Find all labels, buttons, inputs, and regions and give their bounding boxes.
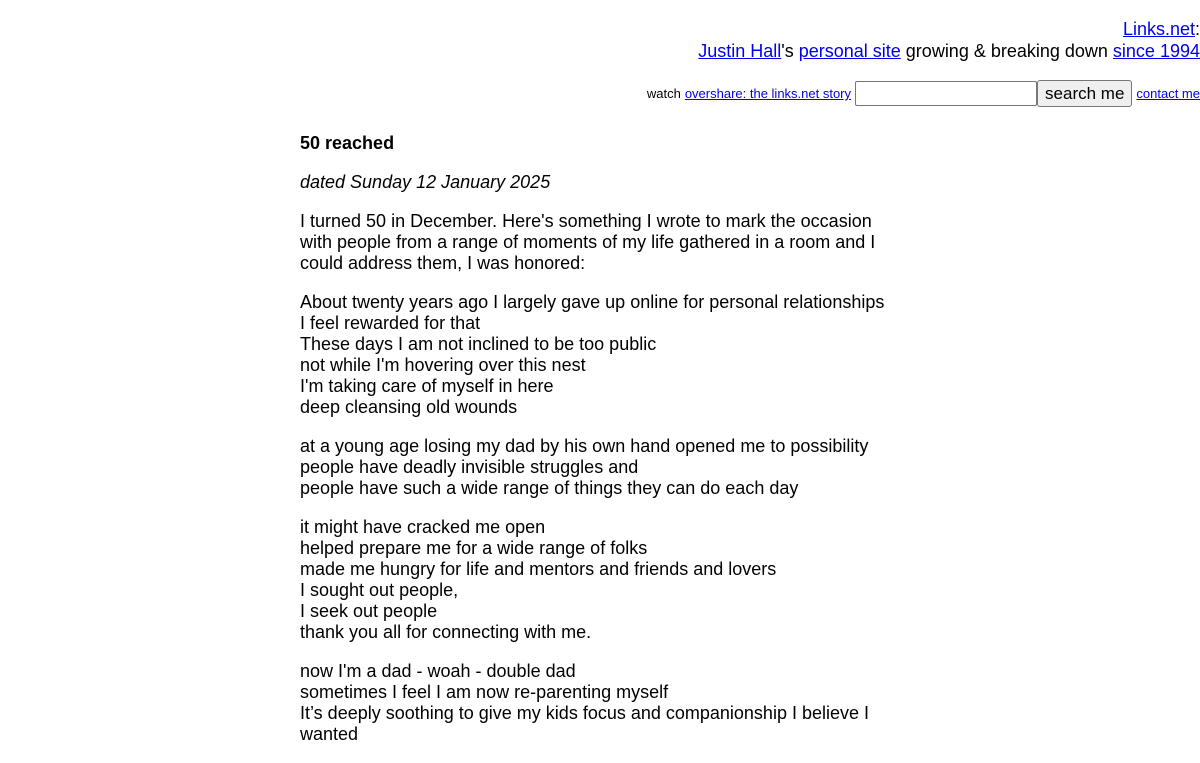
post-line: deep cleansing old wounds [300, 397, 518, 417]
post-line: I'm taking care of myself in here [300, 376, 554, 396]
post-line: These days I am not inclined to be too public [300, 334, 657, 354]
search-toolbar [647, 80, 1200, 107]
site-header-line-2 [698, 40, 1200, 62]
since-1994-link[interactable]: since 1994 [1112, 41, 1200, 61]
search-input[interactable] [855, 81, 1037, 106]
post-line: made me hungry for life and mentors and friends and lovers [300, 559, 777, 579]
post-line: people have such a wide range of things they can do each day [300, 478, 799, 498]
post-paragraph [300, 292, 900, 418]
post-line: could address them, I was honored: [300, 253, 586, 273]
post-date: dated Sunday 12 January 2025 [300, 172, 551, 192]
post-paragraph [300, 211, 900, 274]
post-line: I feel rewarded for that [300, 313, 481, 333]
post-line: with people from a range of moments of my life gathered in a room and I [300, 232, 876, 252]
site-suffix: : [1194, 19, 1200, 39]
post-line: now I'm a dad - woah - double dad [300, 661, 576, 681]
overshare-link[interactable]: overshare: the links.net story [684, 86, 852, 101]
post-line: not while I'm hovering over this nest [300, 355, 586, 375]
post-paragraph [300, 661, 900, 745]
post-line: it might have cracked me open [300, 517, 546, 537]
post-line: people have deadly invisible struggles and [300, 457, 639, 477]
post-line: at a young age losing my dad by his own hand opened me to possibility [300, 436, 869, 456]
tagline-text: growing & breaking down [900, 41, 1113, 61]
post-line: About twenty years ago I largely gave up online for personal relationships [300, 292, 885, 312]
post-line: thank you all for connecting with me. [300, 622, 592, 642]
search-button[interactable]: search me [1037, 80, 1132, 107]
post-line: sometimes I feel I am now re-parenting myself [300, 682, 669, 702]
post-paragraph [300, 436, 900, 499]
post-title: 50 reached [300, 133, 395, 153]
links-net-link[interactable]: Links.net [1122, 19, 1195, 39]
site-header-line-1 [698, 18, 1200, 40]
author-suffix: 's [781, 41, 799, 61]
post-line: wanted [300, 724, 359, 744]
post-line: helped prepare me for a wide range of folks [300, 538, 648, 558]
post-body [300, 133, 900, 763]
post-line: I seek out people [300, 601, 438, 621]
post-line: It’s deeply soothing to give my kids focus and companionship I believe I [300, 703, 869, 723]
site-header [698, 18, 1200, 62]
post-line: I sought out people, [300, 580, 459, 600]
contact-me-link[interactable]: contact me [1136, 86, 1200, 101]
personal-site-link[interactable]: personal site [798, 41, 901, 61]
watch-label: watch [646, 86, 681, 101]
post-line: I turned 50 in December. Here's something I wrote to mark the occasion [300, 211, 872, 231]
post-paragraph [300, 517, 900, 643]
justin-hall-link[interactable]: Justin Hall [698, 41, 782, 61]
